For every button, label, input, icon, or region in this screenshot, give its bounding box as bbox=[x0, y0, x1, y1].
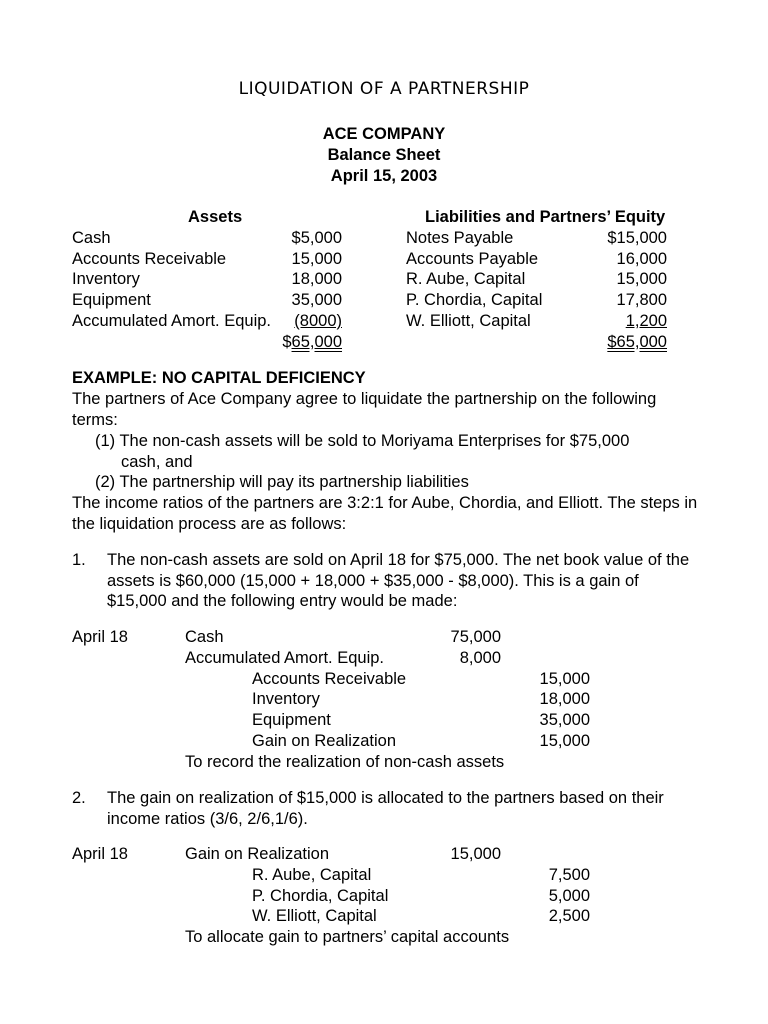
liabilities-heading: Liabilities and Partners’ Equity bbox=[425, 208, 666, 226]
income-ratios: The income ratios of the partners are 3:2:1 for Aube, Chordia, and Elliott. The steps in the liquidation process are as follows: bbox=[72, 494, 698, 533]
debit-account: Accumulated Amort. Equip. bbox=[185, 649, 385, 667]
debit-amount: 15,000 bbox=[450, 845, 501, 863]
statement-name: Balance Sheet bbox=[327, 146, 441, 164]
liability-amount: 1,200 bbox=[625, 312, 667, 330]
credit-account: W. Elliott, Capital bbox=[252, 907, 377, 925]
asset-label: Inventory bbox=[72, 270, 140, 288]
credit-account: Equipment bbox=[252, 711, 331, 729]
entry-date: April 18 bbox=[72, 845, 128, 863]
step-2-number: 2. bbox=[72, 789, 86, 807]
credit-account: Accounts Receivable bbox=[252, 670, 407, 688]
asset-amount: $5,000 bbox=[291, 229, 342, 247]
term-2: (2) The partnership will pay its partnership liabilities bbox=[95, 473, 469, 491]
company-name: ACE COMPANY bbox=[322, 125, 446, 143]
credit-amount: 5,000 bbox=[548, 887, 590, 905]
liability-amount: 16,000 bbox=[616, 250, 667, 268]
credit-amount: 2,500 bbox=[548, 907, 590, 925]
page-title: LIQUIDATION OF A PARTNERSHIP bbox=[238, 79, 530, 99]
liability-label: P. Chordia, Capital bbox=[406, 291, 543, 309]
asset-label: Cash bbox=[72, 229, 111, 247]
asset-amount: 15,000 bbox=[291, 250, 342, 268]
assets-heading: Assets bbox=[188, 208, 243, 226]
asset-label: Accumulated Amort. Equip. bbox=[72, 312, 272, 330]
asset-label: Equipment bbox=[72, 291, 151, 309]
credit-amount: 7,500 bbox=[548, 866, 590, 884]
entry-date: April 18 bbox=[72, 628, 128, 646]
term-1-line-2: cash, and bbox=[121, 453, 193, 471]
liability-label: W. Elliott, Capital bbox=[406, 312, 531, 330]
liability-amount: 15,000 bbox=[616, 270, 667, 288]
asset-amount: (8000) bbox=[294, 312, 342, 330]
entry-memo: To record the realization of non-cash assets bbox=[185, 753, 505, 771]
asset-label: Accounts Receivable bbox=[72, 250, 227, 268]
example-heading: EXAMPLE: NO CAPITAL DEFICIENCY bbox=[72, 369, 366, 387]
liability-amount: $15,000 bbox=[607, 229, 667, 247]
credit-account: Gain on Realization bbox=[252, 732, 397, 750]
credit-account: Inventory bbox=[252, 690, 320, 708]
step-2-text: The gain on realization of $15,000 is allocated to the partners based on their income ratios (3/6, 2/6,1/6). bbox=[107, 789, 664, 828]
liabilities-total: $65,000 bbox=[607, 333, 667, 351]
credit-amount: 35,000 bbox=[539, 711, 590, 729]
liability-label: Notes Payable bbox=[406, 229, 514, 247]
asset-amount: 35,000 bbox=[291, 291, 342, 309]
statement-date: April 15, 2003 bbox=[330, 167, 438, 185]
liability-amount: 17,800 bbox=[616, 291, 667, 309]
example-intro: The partners of Ace Company agree to liquidate the partnership on the following terms: bbox=[72, 390, 657, 429]
step-1-text: The non-cash assets are sold on April 18 for $75,000. The net book value of the assets is $60,000 (15,000 + 18,000 + $35,000 - $8,000). This is a gain of $15,000 and the following entry would be made: bbox=[107, 551, 690, 611]
liability-label: R. Aube, Capital bbox=[406, 270, 526, 288]
credit-account: R. Aube, Capital bbox=[252, 866, 372, 884]
debit-account: Gain on Realization bbox=[185, 845, 330, 863]
liability-label: Accounts Payable bbox=[406, 250, 539, 268]
debit-amount: 8,000 bbox=[459, 649, 501, 667]
credit-amount: 15,000 bbox=[539, 732, 590, 750]
credit-amount: 15,000 bbox=[539, 670, 590, 688]
assets-total-amount: 65,000 bbox=[291, 333, 342, 351]
assets-total-prefix: $ bbox=[282, 333, 292, 351]
term-1-line-1: (1) The non-cash assets will be sold to Moriyama Enterprises for $75,000 bbox=[95, 432, 630, 450]
entry-memo: To allocate gain to partners’ capital accounts bbox=[185, 928, 510, 946]
asset-amount: 18,000 bbox=[291, 270, 342, 288]
assets-total bbox=[282, 332, 342, 353]
debit-account: Cash bbox=[185, 628, 224, 646]
credit-account: P. Chordia, Capital bbox=[252, 887, 389, 905]
step-1-number: 1. bbox=[72, 551, 86, 569]
credit-amount: 18,000 bbox=[539, 690, 590, 708]
debit-amount: 75,000 bbox=[450, 628, 501, 646]
